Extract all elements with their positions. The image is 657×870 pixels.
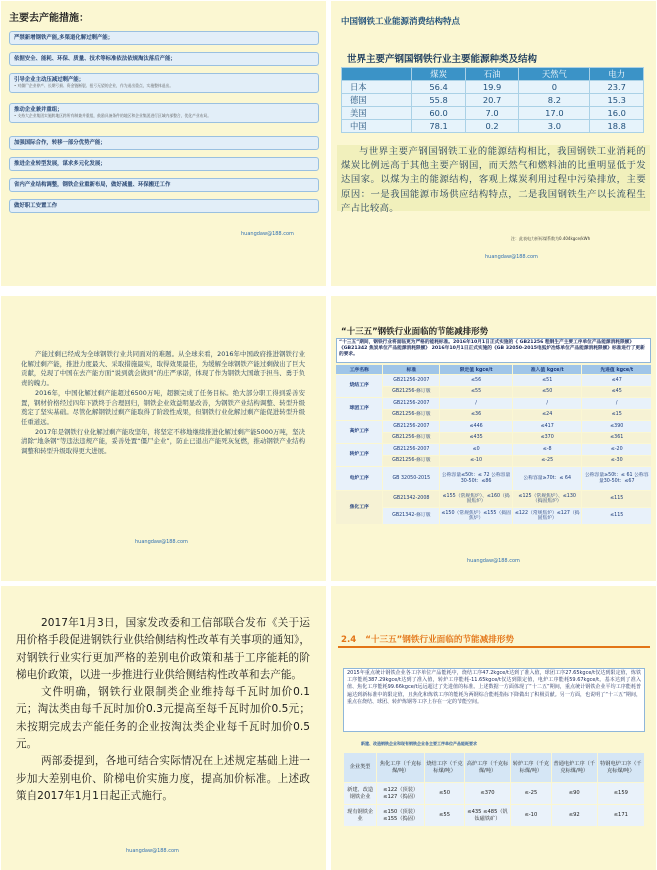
email-link[interactable]: huangdaw@188.com xyxy=(241,231,294,237)
header-cell xyxy=(342,68,412,81)
header-cell: 烧结工序（千克标煤/吨） xyxy=(424,753,464,783)
value-cell: 56.4 xyxy=(412,81,466,94)
cell: ≤417 xyxy=(512,421,582,433)
header-cell: 准入值 kgce/t xyxy=(512,365,582,375)
measure-item xyxy=(9,157,319,171)
header-cell: 焦化工序（千克标煤/吨） xyxy=(377,753,425,783)
header-cell: 限定值 kgce/t xyxy=(440,365,513,375)
value-cell: 15.3 xyxy=(590,94,644,107)
measure-text: 省内产业结构调整，钢铁企业重新布局，做好减量、环保搬迁工作 xyxy=(14,182,171,188)
cell: ≤446 xyxy=(440,421,513,433)
measure-item xyxy=(9,103,319,123)
table-row xyxy=(336,467,652,491)
header-cell: 高炉工序（千克标煤/吨） xyxy=(465,753,511,783)
cell: GB21256-2007 xyxy=(383,375,440,387)
header-cell: 电力 xyxy=(590,68,644,81)
header-cell: 石油 xyxy=(465,68,519,81)
cell: ≤370 xyxy=(465,783,511,805)
table-row xyxy=(336,375,652,387)
process-energy-table xyxy=(343,752,645,827)
country-cell: 美国 xyxy=(342,107,412,120)
paragraph: 文件明确，钢铁行业限制类企业维持每千瓦时加价0.1元；淘汰类由每千瓦时加价0.3元提高至每千瓦时加价0.5元；未按期完成去产能任务的企业按淘汰类企业每千瓦时加价0.5元。 xyxy=(16,686,310,751)
cell: ≤-30 xyxy=(582,455,652,467)
table-row xyxy=(336,508,652,525)
value-cell: 78.1 xyxy=(412,120,466,133)
cell: GB21342-修订版 xyxy=(383,508,440,525)
table-row xyxy=(336,491,652,508)
body-text xyxy=(16,615,310,805)
email-link[interactable]: huangdaw@188.com xyxy=(126,848,179,854)
cell: GB21256-2007 xyxy=(383,398,440,410)
cell: ≤55 xyxy=(424,805,464,827)
title-underline xyxy=(338,646,650,648)
process-cell: 焦化工序 xyxy=(336,491,383,525)
cell: GB21342-2008 xyxy=(383,491,440,508)
cell: GB21256-修订版 xyxy=(383,409,440,421)
cell: ≤125（常规焦炉）、≤130（捣固焦炉） xyxy=(512,491,582,508)
measure-text: 加强国际合作，转移一部分优势产能； xyxy=(14,140,106,146)
cell: GB21256-修订版 xyxy=(383,432,440,444)
highlight-box: “十三五”期间，钢铁行业将面临更为严格的能耗标准。2016年10月1日正式实施的《 GB21256 粗钢生产主要工序单位产品能源消耗限额》《GB21342 焦炭单位产品能源消耗限额》 2016年10月1日正式实施的《GB 32050-2015电弧炉冶炼单位产品能源消耗限额》标准进行了更新的要求。 xyxy=(336,338,651,363)
measure-text: 推动企业兼并重组； xyxy=(14,107,63,113)
cell: ≤55 xyxy=(440,386,513,398)
table-row xyxy=(344,783,645,805)
table-row xyxy=(342,120,644,133)
table-header-row xyxy=(342,68,644,81)
measure-text: 推进企业转型发展，谋求多元化发展； xyxy=(14,161,106,167)
cell: GB21256-修订版 xyxy=(383,386,440,398)
measure-item xyxy=(9,199,319,213)
cell: ≤361 xyxy=(582,432,652,444)
header-cell: 企业类型 xyxy=(344,753,377,783)
paragraph: 产能过剩已经成为全球钢铁行业共同面对的难题。从全球来看，2016年中国政府推进钢铁行业化解过剩产能，推进力度最大、采取措施最实，取得效果最佳，为缓解全球钢铁产能过剩做出了巨大贡献，兑现了中国在去产能方面“说到就会做到”的庄严承诺，体现了作为钢铁大国敢于担当、勇于负责的魄力。 xyxy=(21,350,305,388)
header-cell: 转炉工序（千克标煤/吨） xyxy=(510,753,551,783)
table-header-row xyxy=(336,365,652,375)
header-cell: 工序名称 xyxy=(336,365,383,375)
table-row xyxy=(336,386,652,398)
measure-subtext: • 对僵尸企业停产、长期亏损、资金链断裂、扭亏无望的企业，作为退出重点，实施整体退出。 xyxy=(14,83,174,89)
value-cell: 23.7 xyxy=(590,81,644,94)
cell: ≤122（顶装）≤127（捣固） xyxy=(377,783,425,805)
paragraph: 两部委提到，各地可结合实际情况在上述规定基础上进一步加大差别电价、阶梯电价实施力度，提高加价标准。上述政策自2017年1月1日起正式施行。 xyxy=(16,755,310,802)
cell: 新建、改造钢铁企业 xyxy=(344,783,377,805)
cell: 公称容量≥70t：≤ 64 xyxy=(512,467,582,491)
value-cell: 17.0 xyxy=(519,107,590,120)
header-cell: 特钢电炉工序（千克标煤/吨） xyxy=(597,753,644,783)
paragraph: 2017年1月3日，国家发改委和工信部联合发布《关于运用价格手段促进钢铁行业供给侧结构性改革有关事项的通知》，对钢铁行业实行更加严格的差别电价政策和基于工序能耗的阶梯电价政策，以进一步推进行业供给侧结构性改革和去产能。 xyxy=(16,617,310,681)
cell: ≤90 xyxy=(551,783,597,805)
value-cell: 19.9 xyxy=(465,81,519,94)
slide-1 xyxy=(1,1,326,286)
slide-2-title: 中国钢铁工业能源消费结构特点 xyxy=(341,17,461,27)
energy-standard-table xyxy=(335,364,652,525)
cell: ≤171 xyxy=(597,805,644,827)
measure-item xyxy=(9,31,319,45)
cell: ≤45 xyxy=(582,386,652,398)
cell: ≤435 xyxy=(440,432,513,444)
email-link[interactable]: huangdaw@188.com xyxy=(467,558,520,564)
section-number: 2.4 xyxy=(341,635,357,645)
measure-text: 引导企业主动压减过剩产能； xyxy=(14,77,85,83)
table-row xyxy=(342,94,644,107)
measure-text: 依据安全、能耗、环保、质量、技术等标准依法依规淘汰落后产能； xyxy=(14,56,176,62)
cell: ≤-25 xyxy=(510,783,551,805)
value-cell: 8.2 xyxy=(519,94,590,107)
slide-5 xyxy=(1,586,326,870)
email-link[interactable]: huangdaw@188.com xyxy=(135,539,188,545)
measure-item xyxy=(9,73,319,93)
cell: ≤-25 xyxy=(512,455,582,467)
header-cell: 标准 xyxy=(383,365,440,375)
cell: ≤36 xyxy=(440,409,513,421)
table-title: 世界主要产钢国钢铁行业主要能源种类及结构 xyxy=(347,54,538,65)
table-row xyxy=(336,398,652,410)
header-cell: 普通电炉工序（千克标煤/吨） xyxy=(551,753,597,783)
cell: ≤390 xyxy=(582,421,652,433)
table-row xyxy=(342,81,644,94)
measure-item xyxy=(9,52,319,66)
email-link[interactable]: huangdaw@188.com xyxy=(485,254,538,260)
slide-3 xyxy=(1,296,326,581)
cell: ≤159 xyxy=(597,783,644,805)
cell: ≤50 xyxy=(512,386,582,398)
value-cell: 60.0 xyxy=(412,107,466,120)
analysis-paragraph: 与世界主要产钢国钢铁工业的能源结构相比，我国钢铁工业消耗的煤炭比例远高于其他主要产钢国，而天然气和燃料油的比重明显低于发达国家。以煤为主的能源结构，客观上煤炭利用过程中污染排放，主要原因：一是我国能源市场供应结构特点，二是我国钢铁生产以长流程生产占比较高。 xyxy=(337,145,650,211)
cell: ≤24 xyxy=(512,409,582,421)
cell: ≤-10 xyxy=(510,805,551,827)
cell: ≤-20 xyxy=(582,444,652,456)
value-cell: 0 xyxy=(519,81,590,94)
cell: / xyxy=(582,398,652,410)
slide-4-title: “十三五”钢铁行业面临的节能减排形势 xyxy=(341,327,489,337)
cell: / xyxy=(512,398,582,410)
table-row xyxy=(336,432,652,444)
table-row xyxy=(336,455,652,467)
cell: ≤435 ≤485（钒钛磁铁矿） xyxy=(465,805,511,827)
measure-subtext: • 支持大企业集团实施跨地区跨所有制兼并重组，鼓励具备条件的地区和企业集团进行区域内部整合，优化产业布局。 xyxy=(14,113,212,119)
cell: ≤115 xyxy=(582,491,652,508)
value-cell: 16.0 xyxy=(590,107,644,120)
cell: ≤150（常规焦炉）≤155（捣固焦炉） xyxy=(440,508,513,525)
cell: ≤-10 xyxy=(440,455,513,467)
cell: ≤0 xyxy=(440,444,513,456)
table-caption: 新建、改造钢铁企业和现有钢铁企业各主要工序单位产品能耗要求 xyxy=(361,741,477,746)
process-cell: 球团工序 xyxy=(336,398,383,421)
measure-item xyxy=(9,178,319,192)
country-cell: 中国 xyxy=(342,120,412,133)
cell: ≤92 xyxy=(551,805,597,827)
cell: ≤-8 xyxy=(512,444,582,456)
cell: ≤155（常规焦炉）、≤160（捣固焦炉） xyxy=(440,491,513,508)
paragraph: 2017年是钢铁行业化解过剩产能攻坚年，将坚定不移地继续推进化解过剩产能5000万吨，坚决清除“地条钢”等违法违规产能，妥善处置“僵尸企业”，防止已退出产能死灰复燃，推动钢铁产业结构调整和转型升级取得更大进展。 xyxy=(21,427,305,456)
table-row xyxy=(336,444,652,456)
table-row xyxy=(336,409,652,421)
value-cell: 7.0 xyxy=(465,107,519,120)
cell: / xyxy=(440,398,513,410)
table-row xyxy=(336,421,652,433)
table-header-row xyxy=(344,753,645,783)
cell: ≤150（顶装）≤155（捣固） xyxy=(377,805,425,827)
country-cell: 日本 xyxy=(342,81,412,94)
slide-2 xyxy=(331,1,656,286)
cell: GB 32050-2015 xyxy=(383,467,440,491)
measure-text: 严禁新增钢铁产能,多渠道化解过剩产能； xyxy=(14,35,114,41)
energy-structure-table xyxy=(341,67,644,133)
country-cell: 德国 xyxy=(342,94,412,107)
cell: ≤51 xyxy=(512,375,582,387)
slide-4 xyxy=(331,296,656,581)
table-row xyxy=(342,107,644,120)
slide-1-title: 主要去产能措施： xyxy=(9,13,89,24)
section-title: “十三五”钢铁行业面临的节能减排形势 xyxy=(365,635,515,645)
cell: ≤50 xyxy=(424,783,464,805)
process-cell: 电炉工序 xyxy=(336,467,383,491)
value-cell: 18.8 xyxy=(590,120,644,133)
cell: GB21256-修订版 xyxy=(383,455,440,467)
table-footnote: 注：此表电力折标煤系数为0.404kgce/kWh xyxy=(511,236,591,241)
cell: ≤370 xyxy=(512,432,582,444)
cell: ≤15 xyxy=(582,409,652,421)
process-cell: 烧结工序 xyxy=(336,375,383,398)
cell: GB21256-2007 xyxy=(383,444,440,456)
cell: 公称容量≥50t：≤ 61 公称容量30-50t：≤67 xyxy=(582,467,652,491)
table-row xyxy=(344,805,645,827)
value-cell: 3.0 xyxy=(519,120,590,133)
cell: ≤47 xyxy=(582,375,652,387)
cell: 现有钢铁企业 xyxy=(344,805,377,827)
header-cell: 煤炭 xyxy=(412,68,466,81)
slide-6 xyxy=(331,586,656,870)
measure-text: 做好职工安置工作 xyxy=(14,203,58,209)
cell: ≤56 xyxy=(440,375,513,387)
header-cell: 天然气 xyxy=(519,68,590,81)
process-cell: 转炉工序 xyxy=(336,444,383,467)
cell: GB21256-2007 xyxy=(383,421,440,433)
cell: ≤122（常规焦炉）≤127（捣固焦炉） xyxy=(512,508,582,525)
cell: ≤115 xyxy=(582,508,652,525)
cell: 公称容量≤50t：≤ 72 公称容量30-50t：≤86 xyxy=(440,467,513,491)
value-cell: 0.2 xyxy=(465,120,519,133)
process-cell: 高炉工序 xyxy=(336,421,383,444)
body-text xyxy=(21,350,305,457)
measure-item xyxy=(9,136,319,150)
header-cell: 先进值 kgce/t xyxy=(582,365,652,375)
highlight-box: 2015年重点统计钢铁企业各工序单位产品能耗中，烧结工序47.2kgce/t达到了准入值，球团工序27.65kgce/t仅达到限定值，炼铁工序能耗387.29kgce/t达到了准入值，转炉工序能耗-11.65kgce/t仅达到限定值，电炉工序能耗59.67kgce/t。基本达到了准入值、焦化工序能耗99.66kgce/t远远超过了先进值的标准。上述数据一方面体现了“十二五”期间，重点统计钢铁企业平均工序能耗普遍达到新标准中的限定值，且焦化和炼铁工序的能耗为两钢综合能耗指标下降做出了积极贡献。另一方面，也说明了“十三五”期间，重点在烧结、球团、转炉炼钢等工序上存在一定的节能空间。 xyxy=(343,668,645,732)
paragraph: 2016年，中国化解过剩产能超过6500万吨，超额完成了任务目标。绝大部分职工得到妥善安置，钢材价格经过四年下跌终于合理回归，钢铁企业效益明显改善，为钢铁产业结构调整、转型升级奠定了坚实基础。尽管化解钢铁过剩产能取得了阶段性成果，但钢铁行业化解过剩产能促进转型升级任重道远。 xyxy=(21,388,305,426)
slide-6-title xyxy=(341,633,514,645)
value-cell: 20.7 xyxy=(465,94,519,107)
value-cell: 55.8 xyxy=(412,94,466,107)
